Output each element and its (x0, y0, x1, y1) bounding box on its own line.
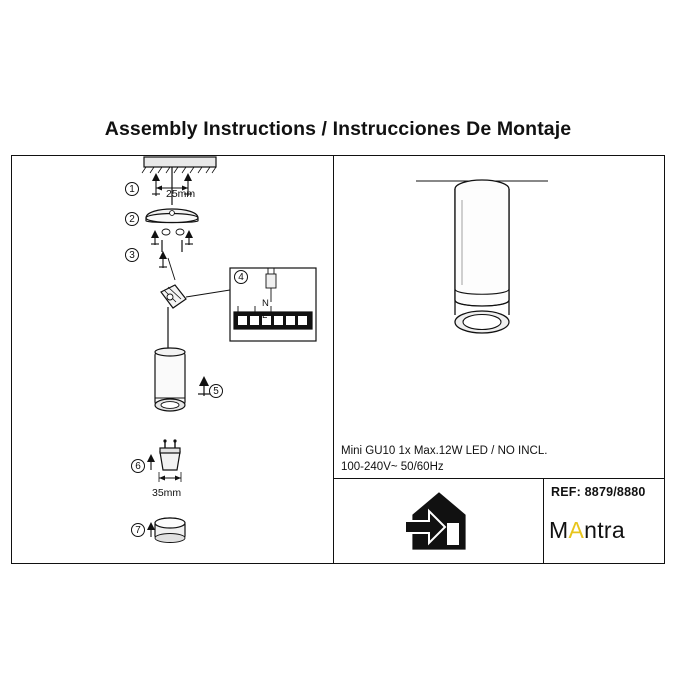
step-badge-1: 1 (125, 182, 139, 196)
specs-line-2: 100-240V~ 50/60Hz (341, 461, 444, 473)
brand-post: ntra (584, 517, 625, 543)
brand-logo (549, 517, 625, 544)
step-badge-5: 5 (209, 384, 223, 398)
reference-code: REF: 8879/8880 (551, 485, 646, 499)
brand-accent: A (568, 517, 585, 543)
dimension-35mm: 35mm (152, 487, 182, 499)
page-title: Assembly Instructions / Instrucciones De Montaje (104, 118, 572, 140)
step-badge-3: 3 (125, 248, 139, 262)
step-badge-7: 7 (131, 523, 145, 537)
house-arrow-icon (399, 487, 471, 555)
step-badge-6: 6 (131, 459, 145, 473)
wiring-label-n: N (262, 298, 269, 309)
product-specs (341, 443, 547, 475)
wiring-label-l: L (262, 310, 268, 321)
step-badge-4: 4 (234, 270, 248, 284)
step-badge-2: 2 (125, 212, 139, 226)
dimension-25mm: 25mm (166, 188, 196, 200)
brand-pre: M (549, 517, 569, 543)
specs-line-1: Mini GU10 1x Max.12W LED / NO INCL. (341, 445, 548, 457)
